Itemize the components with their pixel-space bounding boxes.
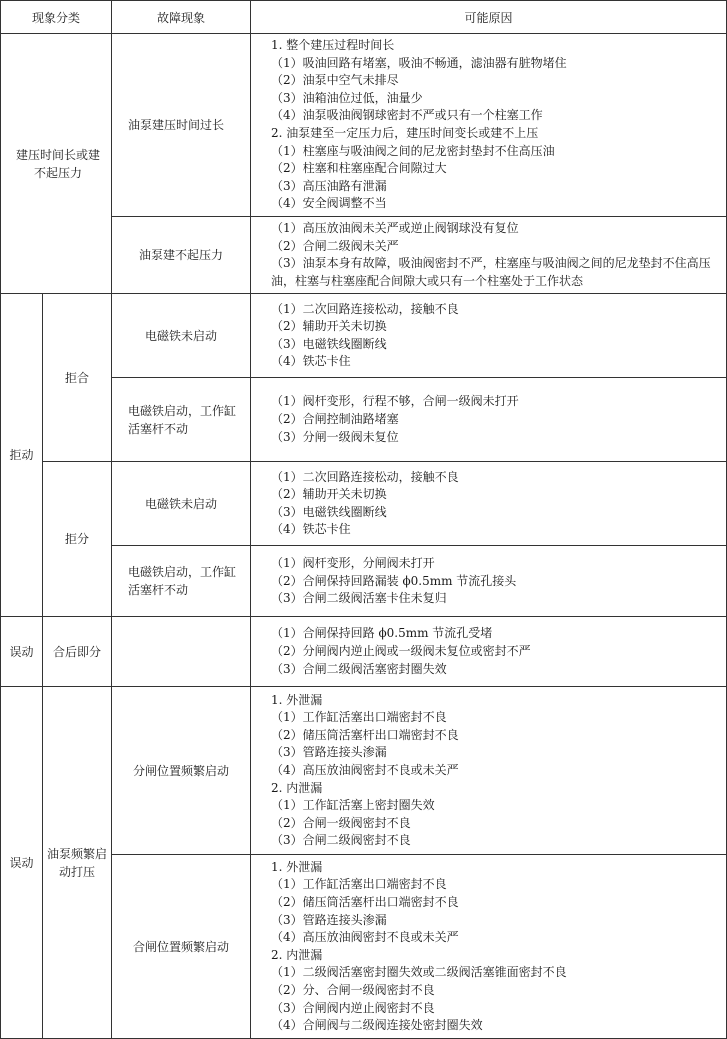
cause-line: （4）铁芯卡住	[271, 522, 351, 537]
symptom-close-then-open	[112, 617, 251, 687]
cause-line: （1）阀杆变形，分闸阀未打开	[271, 555, 435, 570]
cause-line: （2）储压筒活塞杆出口端密封不良	[271, 895, 459, 910]
cause-line: （3）油箱油位过低，油量少	[271, 90, 423, 105]
header-row	[1, 1, 727, 34]
cause-line: 1. 外泄漏	[271, 859, 323, 874]
cause-line: （3）电磁铁线圈断线	[271, 336, 387, 351]
category-malop-1: 误动	[1, 617, 43, 687]
cause-line: （2）合闸控制油路堵塞	[271, 412, 399, 427]
symptom-refuse-open-stuck: 电磁铁启动，工作缸活塞杆不动	[112, 546, 251, 617]
cause-line: （2）分、合闸一级阀密封不良	[271, 983, 435, 997]
cause-line: （1）二次回路连接松动，接触不良	[271, 469, 459, 484]
cause-line: （3）高压油路有泄漏	[271, 178, 387, 193]
causes-refuse-open-stuck	[251, 546, 727, 617]
cause-line: （2）分闸阀内逆止阀或一级阀未复位或密封不严	[271, 644, 531, 659]
cause-line: （4）高压放油阀密封不良或未关严	[271, 930, 459, 945]
cause-line: （3）油泵本身有故障，吸油阀密封不严，柱塞座与吸油阀之间的尼龙垫封不住高压油，柱塞与柱塞座配合间隙大或只有一个柱塞处于工作状态	[271, 256, 711, 288]
symptom-close-position: 合闸位置频繁启动	[112, 855, 251, 1039]
cause-line: （2）合闸一级阀密封不良	[271, 815, 411, 830]
causes-open-position	[251, 687, 727, 855]
header-category: 现象分类	[1, 1, 112, 34]
symptom-refuse-open-not-start: 电磁铁未启动	[112, 462, 251, 546]
cause-line: （1）阀杆变形，行程不够，合闸一级阀未打开	[271, 394, 519, 409]
cause-line: （3）电磁铁线圈断线	[271, 504, 387, 519]
cause-line: 2. 油泵建至一定压力后，建压时间变长或建不上压	[271, 125, 539, 140]
cause-line: （2）辅助开关未切换	[271, 319, 387, 334]
causes-close-position	[251, 855, 727, 1039]
cause-line: （1）二次回路连接松动，接触不良	[271, 301, 459, 316]
category-pressure: 建压时间长或建不起压力	[1, 34, 112, 294]
table-row	[1, 687, 727, 855]
category-refuse: 拒动	[1, 294, 43, 617]
cause-line: 2. 内泄漏	[271, 947, 323, 962]
cause-line: （2）合闸二级阀未关严	[271, 238, 399, 253]
sub-refuse-open: 拒分	[43, 462, 112, 617]
cause-line: （3）管路连接头渗漏	[271, 745, 387, 760]
causes-refuse-close-not-start	[251, 294, 727, 378]
sub-close-then-open: 合后即分	[43, 617, 112, 687]
cause-line: （4）安全阀调整不当	[271, 196, 387, 211]
cause-line: （4）高压放油阀密封不良或未关严	[271, 763, 459, 778]
cause-line: 1. 外泄漏	[271, 692, 323, 707]
cause-line: （2）合闸保持回路漏装 ϕ0.5mm 节流孔接头	[271, 573, 517, 588]
cause-line: （2）储压筒活塞杆出口端密封不良	[271, 727, 459, 742]
cause-line: （3）分闸一级阀未复位	[271, 429, 399, 444]
cause-line: （2）油泵中空气未排尽	[271, 73, 399, 88]
cause-line: （1）工作缸活塞出口端密封不良	[271, 710, 447, 725]
cause-line: （1）柱塞座与吸油阀之间的尼龙密封垫封不住高压油	[271, 143, 555, 158]
symptom-no-pressure: 油泵建不起压力	[112, 216, 251, 293]
cause-line: 1. 整个建压过程时间长	[271, 38, 395, 52]
cause-line: （1）高压放油阀未关严或逆止阀钢球没有复位	[271, 220, 519, 235]
category-malop-2: 误动	[1, 687, 43, 1039]
cause-line: （3）合闸二级阀密封不良	[271, 833, 411, 848]
symptom-refuse-close-stuck: 电磁铁启动，工作缸活塞杆不动	[112, 378, 251, 462]
causes-long-time	[251, 34, 727, 217]
cause-line: （1）吸油回路有堵塞，吸油不畅通，滤油器有脏物堵住	[271, 55, 567, 70]
cause-line: （3）合闸阀内逆止阀密封不良	[271, 1000, 435, 1015]
header-symptom: 故障现象	[112, 1, 251, 34]
cause-line: 2. 内泄漏	[271, 780, 323, 795]
cause-line: （4）铁芯卡住	[271, 354, 351, 369]
cause-line: （1）工作缸活塞上密封圈失效	[271, 798, 435, 813]
table-row	[1, 617, 727, 687]
symptom-long-time: 油泵建压时间过长	[112, 34, 251, 217]
sub-refuse-close: 拒合	[43, 294, 112, 462]
table-row	[1, 34, 727, 217]
causes-no-pressure	[251, 216, 727, 293]
cause-line: （2）柱塞和柱塞座配合间隙过大	[271, 161, 447, 176]
sub-pump-frequent: 油泵频繁启动打压	[43, 687, 112, 1039]
cause-line: （4）油泵吸油阀钢球密封不严或只有一个柱塞工作	[271, 108, 543, 123]
cause-line: （3）管路连接头渗漏	[271, 912, 387, 927]
cause-line: （4）合闸阀与二级阀连接处密封圈失效	[271, 1018, 483, 1033]
cause-line: （1）二级阀活塞密封圈失效或二级阀活塞锥面密封不良	[271, 965, 567, 980]
table-row	[1, 294, 727, 378]
cause-line: （2）辅助开关未切换	[271, 487, 387, 502]
cause-line: （1）合闸保持回路 ϕ0.5mm 节流孔受堵	[271, 626, 493, 641]
symptom-refuse-close-not-start: 电磁铁未启动	[112, 294, 251, 378]
symptom-open-position: 分闸位置频繁启动	[112, 687, 251, 855]
causes-refuse-close-stuck	[251, 378, 727, 462]
header-cause: 可能原因	[251, 1, 727, 34]
cause-line: （1）工作缸活塞出口端密封不良	[271, 877, 447, 892]
cause-line: （3）合闸二级阀活塞卡住未复归	[271, 591, 447, 606]
causes-close-then-open	[251, 617, 727, 687]
cause-line: （3）合闸二级阀活塞密封圈失效	[271, 661, 447, 676]
causes-refuse-open-not-start	[251, 462, 727, 546]
table-row	[1, 462, 727, 546]
